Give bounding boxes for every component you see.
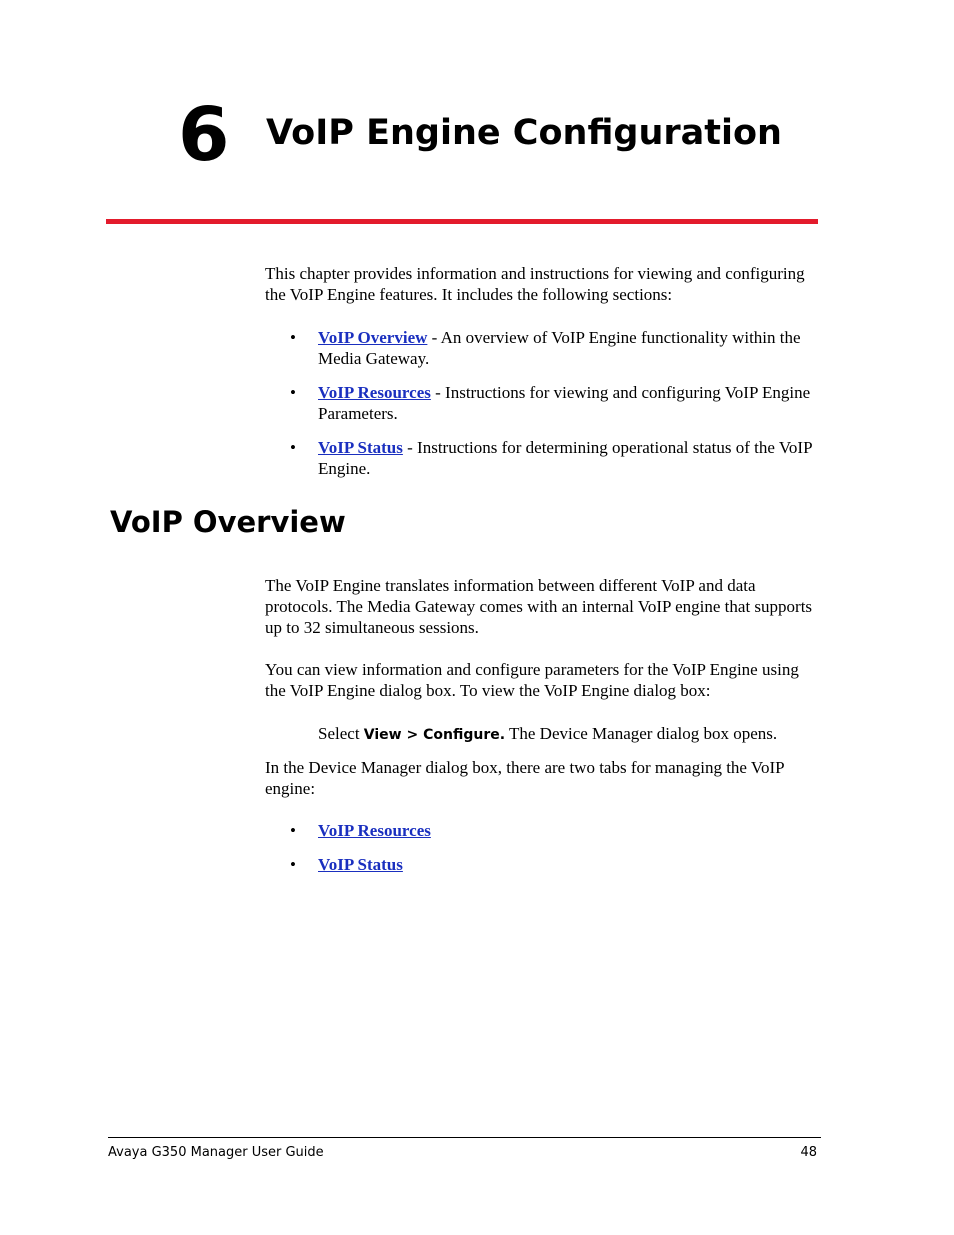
list-item bbox=[265, 382, 817, 424]
tabs-list bbox=[265, 820, 817, 875]
list-item-desc: - Instructions for determining operational status of the VoIP Engine. bbox=[318, 438, 812, 478]
footer-title: Avaya G350 Manager User Guide bbox=[108, 1145, 324, 1160]
intro-paragraph: This chapter provides information and instructions for viewing and configuring the VoIP Engine features. It includes the following sections: bbox=[265, 264, 805, 304]
bullet-icon: • bbox=[290, 383, 296, 402]
list-item-desc: - Instructions for viewing and configuring VoIP Engine Parameters. bbox=[318, 383, 811, 423]
list-item bbox=[265, 437, 817, 479]
link-voip-status[interactable]: VoIP Status bbox=[318, 438, 403, 457]
chapter-title: VoIP Engine Configuration bbox=[266, 113, 782, 153]
link-voip-status[interactable]: VoIP Status bbox=[318, 855, 403, 874]
section-heading: VoIP Overview bbox=[110, 505, 346, 539]
list-item bbox=[265, 327, 817, 369]
link-voip-overview[interactable]: VoIP Overview bbox=[318, 328, 428, 347]
chapter-number: 6 bbox=[178, 92, 230, 178]
section-list bbox=[265, 327, 817, 479]
menu-command: View > Configure. bbox=[363, 727, 506, 743]
bullet-icon: • bbox=[290, 328, 296, 347]
step-select-configure bbox=[318, 723, 818, 746]
tabs-paragraph: In the Device Manager dialog box, there are two tabs for managing the VoIP engine: bbox=[265, 758, 784, 798]
page-number: 48 bbox=[800, 1145, 817, 1160]
step-suffix: The Device Manager dialog box opens. bbox=[505, 724, 778, 743]
bullet-icon: • bbox=[290, 438, 296, 457]
chapter-rule bbox=[106, 219, 818, 224]
list-item bbox=[265, 854, 817, 875]
list-item bbox=[265, 820, 817, 841]
footer-rule bbox=[108, 1137, 821, 1138]
step-prefix: Select bbox=[318, 724, 364, 743]
instructions-paragraph: You can view information and configure parameters for the VoIP Engine using the VoIP Engine dialog box. To view the VoIP Engine dialog box: bbox=[265, 660, 799, 700]
link-voip-resources[interactable]: VoIP Resources bbox=[318, 383, 431, 402]
list-item-desc: - An overview of VoIP Engine functionality within the Media Gateway. bbox=[318, 328, 801, 368]
link-voip-resources[interactable]: VoIP Resources bbox=[318, 821, 431, 840]
bullet-icon: • bbox=[290, 821, 296, 840]
overview-paragraph: The VoIP Engine translates information between different VoIP and data protocols. The Media Gateway comes with an internal VoIP engine that supports up to 32 simultaneous sessions. bbox=[265, 576, 813, 637]
bullet-icon: • bbox=[290, 855, 296, 874]
